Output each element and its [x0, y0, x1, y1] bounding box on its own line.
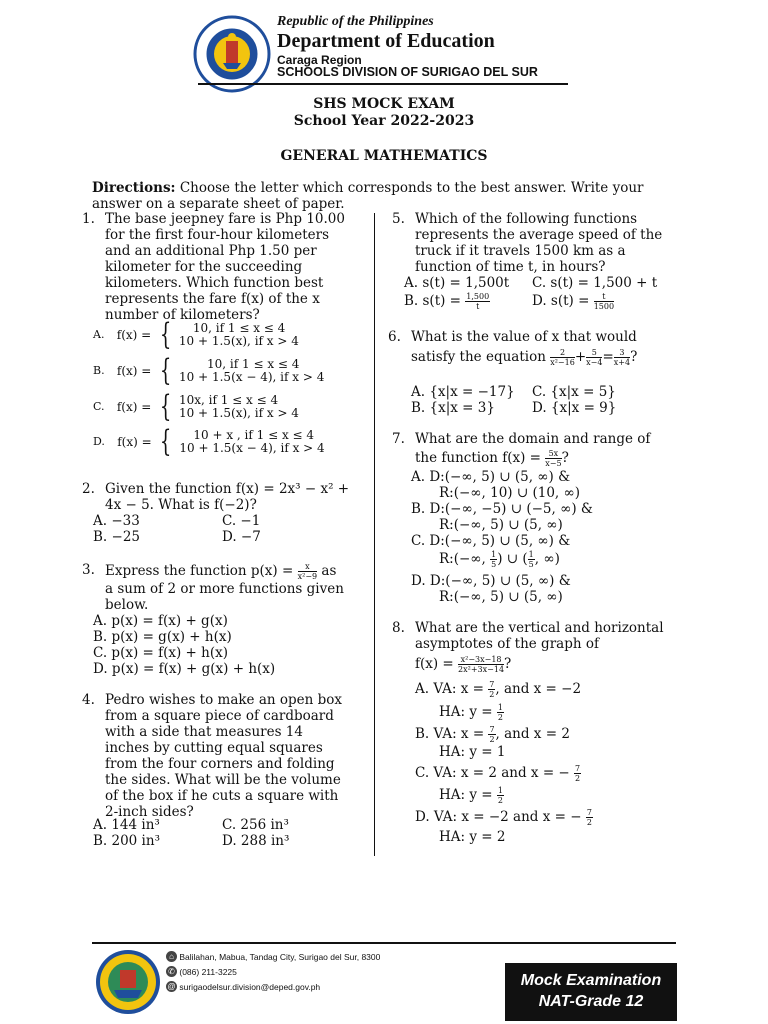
option-5a[interactable]: A. s(t) = 1,500t: [404, 275, 510, 291]
option-8a-ha: [439, 703, 504, 722]
phone-row: [166, 966, 237, 977]
question-1: [82, 211, 362, 323]
question-mark: ?: [504, 656, 512, 672]
option-7c-line1[interactable]: C. D:(−∞, 5) ∪ (5, ∞) &: [411, 533, 571, 549]
option-7b-line1[interactable]: B. D:(−∞, −5) ∪ (−5, ∞) &: [411, 501, 593, 517]
question-number: 8.: [392, 620, 405, 636]
va-label: , and x = −2: [495, 681, 582, 697]
option-letter: A.: [93, 328, 105, 341]
plus-sign: +: [574, 349, 587, 365]
brace-icon: {: [159, 389, 171, 424]
range-part: R:(−∞,: [439, 551, 486, 567]
question-text-line: What are the vertical and horizontal: [415, 620, 664, 636]
email-text: surigaodelsur.division@deped.gov.ph: [179, 981, 321, 992]
option-5d[interactable]: [532, 292, 614, 311]
fraction-denominator: x−5: [545, 459, 562, 468]
question-text-line: the sides. What will be the volume: [105, 772, 341, 788]
email-icon: @: [167, 982, 176, 992]
va-label: , and x = 2: [495, 726, 570, 742]
option-1c[interactable]: [93, 389, 299, 424]
piecewise-cases: [179, 429, 324, 455]
option-4c[interactable]: C. 256 in³: [222, 817, 289, 833]
fraction-denominator: x+4: [613, 358, 631, 367]
question-text-line: truck if it travels 1500 km as a: [415, 243, 626, 259]
fraction-numerator: t: [594, 292, 614, 302]
question-8: [392, 620, 677, 674]
piecewise-cases: [179, 358, 324, 384]
option-7d-line2: R:(−∞, 5) ∪ (5, ∞): [439, 589, 563, 605]
phone-text: (086) 211-3225: [179, 966, 237, 977]
fraction-numerator: x²−3x−18: [458, 655, 504, 665]
question-text-line: Pedro wishes to make an open box: [105, 692, 343, 708]
fraction-denominator: 2: [575, 774, 581, 783]
question-text-line: from a square piece of cardboard: [105, 708, 334, 724]
option-3a[interactable]: A. p(x) = f(x) + g(x): [93, 613, 228, 629]
brace-icon: {: [159, 424, 172, 459]
subject-title: GENERAL MATHEMATICS: [280, 148, 488, 164]
question-text-line: represents the fare f(x) of the x: [105, 291, 320, 307]
question-text-line: inches by cutting equal squares: [105, 740, 323, 756]
option-2b[interactable]: B. −25: [93, 529, 140, 545]
question-text-line: 2-inch sides?: [105, 804, 194, 820]
question-2: [82, 481, 362, 513]
option-letter: B.: [93, 364, 105, 377]
case-top: 10x, if 1 ≤ x ≤ 4: [178, 393, 279, 407]
option-lead: D. s(t) =: [532, 293, 590, 309]
question-text-line: of the box if he cuts a square with: [105, 788, 339, 804]
question-text-line: [411, 348, 673, 367]
option-8c-ha: [439, 786, 504, 805]
question-text-line: represents the average speed of the: [415, 227, 663, 243]
fraction-numerator: 7: [586, 808, 592, 817]
fraction-numerator: x: [298, 562, 318, 572]
piecewise-cases: [179, 394, 299, 420]
option-6c[interactable]: C. {x|x = 5}: [532, 384, 616, 400]
question-lead: the function f(x) =: [415, 450, 541, 466]
fraction: [528, 550, 535, 569]
option-3c[interactable]: C. p(x) = f(x) + h(x): [93, 645, 228, 661]
fraction-numerator: 3: [614, 348, 630, 358]
case-bottom: 10 + 1.5(x), if x > 4: [178, 334, 299, 348]
question-number: 6.: [388, 329, 401, 345]
case-bottom: 10 + 1.5(x), if x > 4: [178, 406, 299, 420]
fraction-denominator: 2: [586, 818, 592, 827]
fraction: [594, 292, 614, 311]
equals-sign: =: [602, 349, 614, 365]
fraction-numerator: 1: [491, 550, 497, 559]
question-number: 2.: [82, 481, 95, 497]
fraction-denominator: 5: [528, 560, 534, 569]
option-6a[interactable]: A. {x|x = −17}: [411, 384, 515, 400]
fraction: [298, 562, 318, 581]
phone-icon: ✆: [166, 966, 177, 977]
brace-icon: {: [159, 353, 171, 388]
region-label: Caraga Region: [277, 53, 362, 67]
fraction: [465, 292, 490, 311]
question-text-line: with a side that measures 14: [105, 724, 303, 740]
option-6d[interactable]: D. {x|x = 9}: [532, 400, 617, 416]
division-seal-logo: [94, 948, 162, 1016]
badge-line-1: Mock Examination: [520, 972, 662, 989]
column-divider: [374, 213, 375, 856]
option-7a-line1[interactable]: A. D:(−∞, 5) ∪ (5, ∞) &: [411, 469, 571, 485]
fraction: [497, 703, 504, 722]
option-letter: D.: [93, 435, 105, 448]
fraction-numerator: 1,500: [466, 292, 490, 301]
fraction-numerator: 1: [497, 703, 503, 712]
mock-exam-badge: [505, 963, 677, 1021]
question-text-line: a sum of 2 or more functions given: [105, 581, 344, 597]
question-text-line: number of kilometers?: [105, 307, 260, 323]
piecewise-lhs: f(x) =: [116, 400, 152, 414]
range-part: ) ∪ (: [497, 551, 528, 567]
question-mark: ?: [561, 450, 569, 466]
question-number: 5.: [392, 211, 405, 227]
fraction-denominator: x²−16: [550, 358, 575, 367]
location-icon: ⌂: [166, 951, 177, 962]
option-letter: C.: [93, 400, 105, 413]
republic-line: Republic of the Philippines: [277, 14, 434, 29]
question-text-line: and an additional Php 1.50 per: [105, 243, 317, 259]
directions: [92, 180, 677, 212]
question-text-line: What is the value of x that would: [411, 329, 637, 345]
fraction-numerator: 7: [575, 764, 581, 773]
piecewise-cases: [179, 322, 299, 348]
question-number: 1.: [82, 211, 95, 227]
option-2a[interactable]: A. −33: [93, 513, 140, 529]
fraction-denominator: 2: [497, 796, 503, 805]
question-lead: Express the function p(x) =: [105, 563, 294, 579]
fraction-denominator: t: [476, 302, 480, 311]
option-8d-ha: HA: y = 2: [439, 829, 506, 845]
option-2d[interactable]: D. −7: [222, 529, 261, 545]
option-5c[interactable]: C. s(t) = 1,500 + t: [532, 275, 658, 291]
question-text-line: for the first four-hour kilometers: [105, 227, 329, 243]
question-7: [392, 431, 677, 468]
question-number: 7.: [392, 431, 405, 447]
va-label: C. VA: x = 2 and x = −: [415, 765, 570, 781]
fraction-denominator: x²−9: [297, 572, 318, 581]
option-4d[interactable]: D. 288 in³: [222, 833, 290, 849]
fraction-numerator: 2: [550, 348, 575, 358]
fraction-denominator: 2: [497, 713, 503, 722]
question-text-line: 4x − 5. What is f(−2)?: [105, 497, 257, 513]
question-text-line: below.: [105, 597, 149, 613]
directions-label: Directions:: [92, 180, 176, 196]
question-number: 3.: [82, 562, 95, 578]
fraction-numerator: 5x: [545, 449, 561, 459]
fraction-numerator: 7: [489, 680, 495, 689]
exam-title: SHS MOCK EXAM: [313, 96, 455, 112]
fraction: [458, 655, 504, 674]
question-text-line: [105, 562, 367, 581]
fraction: [497, 786, 504, 805]
question-4: [82, 692, 362, 820]
fraction: [586, 348, 602, 367]
question-lead: satisfy the equation: [411, 349, 546, 365]
piecewise-lhs: f(x) =: [116, 328, 152, 342]
option-3d[interactable]: D. p(x) = f(x) + g(x) + h(x): [93, 661, 276, 677]
range-part: , ∞): [534, 551, 560, 567]
question-text-line: The base jeepney fare is Php 10.00: [105, 211, 345, 227]
question-text-line: Given the function f(x) = 2x³ − x² +: [105, 481, 350, 497]
case-bottom: 10 + 1.5(x − 4), if x > 4: [179, 441, 325, 455]
fraction-denominator: 2x²+3x−14: [458, 665, 505, 674]
fraction: [488, 725, 495, 744]
option-8a-va[interactable]: [415, 680, 581, 699]
option-7b-line2: R:(−∞, 5) ∪ (5, ∞): [439, 517, 563, 533]
fraction-numerator: 7: [489, 725, 495, 734]
fraction-denominator: x−4: [586, 358, 603, 367]
fraction: [550, 348, 575, 367]
option-8c-va[interactable]: [415, 764, 581, 783]
deped-seal-logo: [193, 15, 271, 93]
fraction-numerator: 5: [586, 348, 602, 358]
question-5: [392, 211, 672, 275]
email-row: [166, 981, 320, 992]
ha-label: HA: y =: [439, 704, 493, 720]
address-row: [166, 951, 380, 962]
option-5b[interactable]: [404, 292, 490, 311]
option-1b[interactable]: [93, 353, 325, 388]
case-top: 10 + x , if 1 ≤ x ≤ 4: [193, 428, 315, 442]
fraction-numerator: 1: [528, 550, 534, 559]
option-4a[interactable]: A. 144 in³: [93, 817, 160, 833]
option-8b-ha: HA: y = 1: [439, 744, 506, 760]
question-text-line: [415, 655, 677, 674]
department-title: Department of Education: [277, 30, 495, 52]
fraction-denominator: 2: [489, 690, 495, 699]
question-text-line: asymptotes of the graph of: [415, 636, 599, 652]
question-text-line: function of time t, in hours?: [415, 259, 606, 275]
case-top: 10, if 1 ≤ x ≤ 4: [207, 357, 300, 371]
question-text-line: kilometers. Which function best: [105, 275, 324, 291]
option-7c-line2: [439, 550, 560, 569]
option-1d[interactable]: [93, 424, 325, 459]
question-text-line: What are the domain and range of: [415, 431, 651, 447]
directions-text: Choose the letter which corresponds to the best answer. Write your answer on a separate sheet of paper.: [92, 180, 644, 212]
school-year: School Year 2022-2023: [293, 113, 475, 129]
question-3: [82, 562, 367, 613]
header-divider: [198, 83, 568, 85]
question-text-line: kilometer for the succeeding: [105, 259, 303, 275]
fraction-denominator: 5: [491, 560, 497, 569]
question-text-line: Which of the following functions: [415, 211, 638, 227]
va-label: A. VA: x =: [415, 681, 484, 697]
question-6: [388, 329, 673, 367]
fraction: [545, 449, 561, 468]
brace-icon: {: [159, 317, 171, 352]
footer-divider: [92, 942, 676, 944]
option-8d-va[interactable]: [415, 808, 593, 827]
question-text-line: from the four corners and folding: [105, 756, 335, 772]
fraction-denominator: 2: [489, 735, 495, 744]
ha-label: HA: y =: [439, 787, 493, 803]
case-top: 10, if 1 ≤ x ≤ 4: [192, 321, 286, 335]
fraction: [574, 764, 581, 783]
question-lead: f(x) =: [415, 656, 454, 672]
option-7a-line2: R:(−∞, 10) ∪ (10, ∞): [439, 485, 580, 501]
piecewise-lhs: f(x) =: [116, 364, 152, 378]
va-label: B. VA: x =: [415, 726, 485, 742]
question-text-line: [415, 449, 677, 468]
option-3b[interactable]: B. p(x) = g(x) + h(x): [93, 629, 232, 645]
va-label: D. VA: x = −2 and x = −: [415, 809, 582, 825]
fraction: [614, 348, 630, 367]
option-7d-line1[interactable]: D. D:(−∞, 5) ∪ (5, ∞) &: [411, 573, 571, 589]
case-bottom: 10 + 1.5(x − 4), if x > 4: [179, 370, 325, 384]
piecewise-lhs: f(x) =: [117, 435, 152, 449]
option-2c[interactable]: C. −1: [222, 513, 261, 529]
option-8b-va[interactable]: [415, 725, 570, 744]
option-lead: B. s(t) =: [404, 293, 461, 309]
option-1a[interactable]: [93, 317, 299, 352]
badge-line-2: NAT-Grade 12: [538, 993, 644, 1010]
address-text: Balilahan, Mabua, Tandag City, Surigao del Sur, 8300: [179, 951, 381, 962]
question-tail: as: [321, 563, 337, 579]
option-4b[interactable]: B. 200 in³: [93, 833, 160, 849]
fraction-numerator: 1: [497, 786, 503, 795]
question-mark: ?: [630, 349, 638, 365]
option-6b[interactable]: B. {x|x = 3}: [411, 400, 495, 416]
question-number: 4.: [82, 692, 95, 708]
division-label: SCHOOLS DIVISION OF SURIGAO DEL SUR: [277, 65, 538, 79]
fraction: [586, 808, 593, 827]
fraction-denominator: 1500: [593, 302, 615, 311]
